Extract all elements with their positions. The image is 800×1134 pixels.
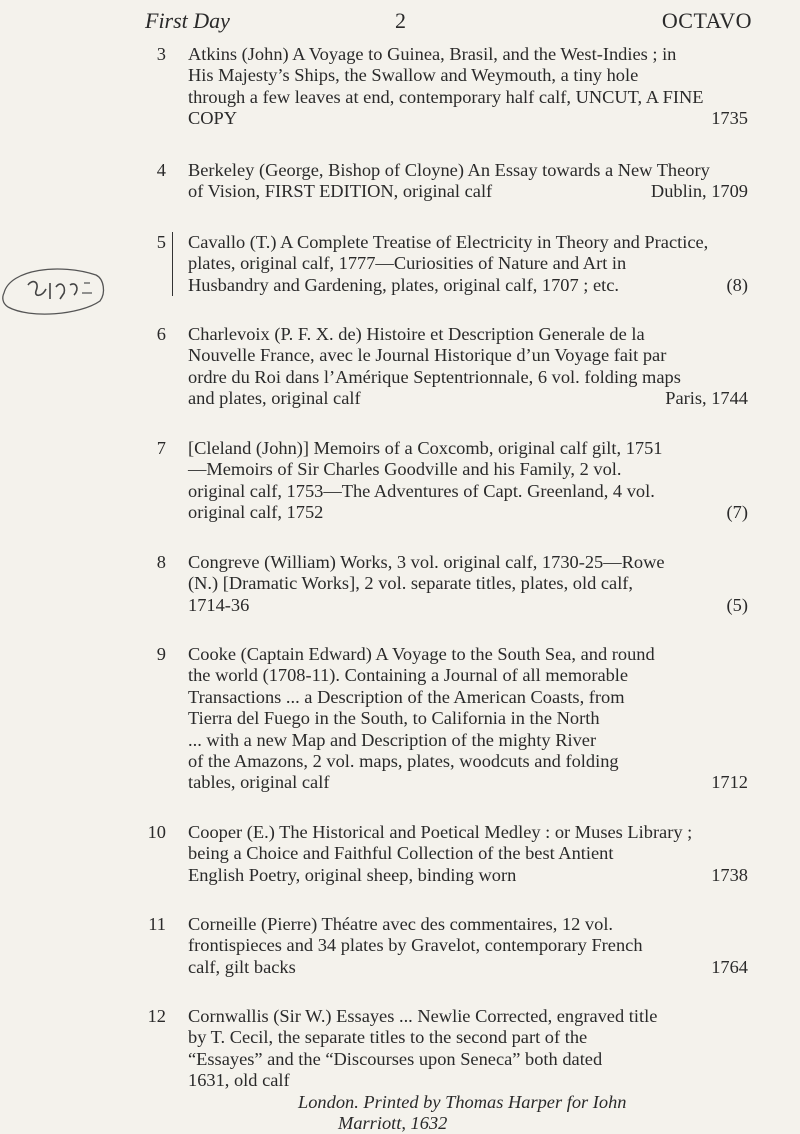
margin-rule (172, 232, 181, 296)
lot-date: Paris, 1744 (665, 388, 748, 409)
lot-number: 12 (147, 1006, 166, 1026)
lot-date: (5) (726, 594, 748, 615)
lot-number: 11 (148, 914, 166, 934)
lot-date: (8) (726, 274, 748, 295)
lot-line: Berkeley (George, Bishop of Cloyne) An Essay towards a New Theory (188, 160, 710, 180)
lot-line-last (188, 108, 748, 129)
lot-line: —Memoirs of Sir Charles Goodville and his Family, 2 vol. (188, 459, 622, 480)
lot-line: of the Amazons, 2 vol. maps, plates, woodcuts and folding (188, 751, 619, 772)
lot-line: Corneille (Pierre) Théatre avec des commentaires, 12 vol. (188, 914, 614, 934)
lot-line: frontispieces and 34 plates by Gravelot, contemporary French (188, 935, 643, 956)
lot-line: through a few leaves at end, contemporary half calf, UNCUT, A FINE (188, 86, 704, 107)
lot-entry (0, 822, 800, 886)
lot-date: Dublin, 1709 (650, 181, 748, 202)
lot-line: tables, original calf (188, 772, 330, 793)
lot-line-last (188, 502, 748, 523)
lot-line: Charlevoix (P. F. X. de) Histoire et Description Generale de la (188, 324, 645, 344)
lot-line: the world (1708-11). Containing a Journal of all memorable (188, 665, 629, 686)
lot-line: 1631, old calf (188, 1070, 290, 1091)
lot-number: 7 (156, 438, 166, 458)
lot-number: 6 (156, 324, 166, 344)
lot-line: of Vision, FIRST EDITION, original calf (188, 181, 493, 202)
lot-entry (0, 232, 800, 296)
lot-line-last (188, 772, 748, 793)
lot-entry (0, 552, 800, 616)
lot-line: by T. Cecil, the separate titles to the second part of the (188, 1027, 588, 1048)
lot-line: (N.) [Dramatic Works], 2 vol. separate titles, plates, old calf, (188, 573, 634, 594)
lot-date: 1712 (711, 772, 748, 793)
lot-number: 10 (147, 822, 166, 842)
lot-line: original calf, 1752 (188, 502, 324, 523)
lot-line: Congreve (William) Works, 3 vol. original calf, 1730-25—Rowe (188, 552, 665, 572)
lot-line-last (188, 275, 748, 296)
lot-entry (0, 1006, 800, 1134)
lot-line: Cavallo (T.) A Complete Treatise of Electricity in Theory and Practice, (188, 232, 709, 252)
lot-line: English Poetry, original sheep, binding worn (188, 864, 517, 885)
lot-date: 1735 (711, 108, 748, 129)
header-sale-day: First Day (145, 8, 230, 33)
lot-number: 9 (156, 644, 166, 664)
lot-line-last (188, 181, 748, 202)
lot-entry (0, 324, 800, 410)
lot-line: Atkins (John) A Voyage to Guinea, Brasil, and the West-Indies ; in (188, 44, 677, 64)
lot-line-last (188, 595, 748, 616)
lot-line: Transactions ... a Description of the American Coasts, from (188, 686, 625, 707)
lot-line: ... with a new Map and Description of the mighty River (188, 729, 597, 750)
page-number: 2 (395, 8, 406, 33)
lot-line: original calf, 1753—The Adventures of Capt. Greenland, 4 vol. (188, 480, 655, 501)
page-header (145, 8, 752, 38)
lot-entry (0, 644, 800, 794)
lot-number: 4 (156, 160, 166, 180)
lot-number: 3 (156, 44, 166, 64)
lot-line-last (188, 388, 748, 409)
lot-line: and plates, original calf (188, 388, 361, 409)
lot-entry (0, 438, 800, 524)
lot-line-last (188, 957, 748, 978)
lot-line: COPY (188, 108, 238, 129)
lot-line: Husbandry and Gardening, plates, original calf, 1707 ; etc. (188, 274, 620, 295)
lot-line: Cooke (Captain Edward) A Voyage to the South Sea, and round (188, 644, 655, 664)
lot-entry (0, 160, 800, 203)
lot-line: Cooper (E.) The Historical and Poetical Medley : or Muses Library ; (188, 822, 693, 842)
lot-line: plates, original calf, 1777—Curiosities of Nature and Art in (188, 253, 627, 274)
lot-line: Tierra del Fuego in the South, to California in the North (188, 708, 600, 729)
lot-entry (0, 44, 800, 130)
lot-line: being a Choice and Faithful Collection of the best Antient (188, 843, 614, 864)
lot-line: calf, gilt backs (188, 956, 296, 977)
lot-entry (0, 914, 800, 978)
lot-line: His Majesty’s Ships, the Swallow and Weymouth, a tiny hole (188, 65, 639, 86)
lot-date: 1764 (711, 956, 748, 977)
lot-line: “Essayes” and the “Discourses upon Seneca” both dated (188, 1048, 603, 1069)
lot-line-last (188, 865, 748, 886)
lot-imprint-line: Marriott, 1632 (338, 1113, 448, 1134)
lot-number: 8 (156, 552, 166, 572)
lot-line: Cornwallis (Sir W.) Essayes ... Newlie Corrected, engraved title (188, 1006, 658, 1026)
lot-line: ordre du Roi dans l’Amérique Septentrionnale, 6 vol. folding maps (188, 366, 681, 387)
header-format: OCTAVO (661, 8, 752, 33)
lot-line: Nouvelle France, avec le Journal Historique d’un Voyage fait par (188, 345, 667, 366)
lot-date: 1738 (711, 864, 748, 885)
lot-date: (7) (726, 502, 748, 523)
lot-imprint-line: London. Printed by Thomas Harper for Iohn (298, 1091, 627, 1112)
lot-line: 1714-36 (188, 594, 250, 615)
lot-number: 5 (156, 232, 166, 252)
lot-line: [Cleland (John)] Memoirs of a Coxcomb, original calf gilt, 1751 (188, 438, 663, 458)
